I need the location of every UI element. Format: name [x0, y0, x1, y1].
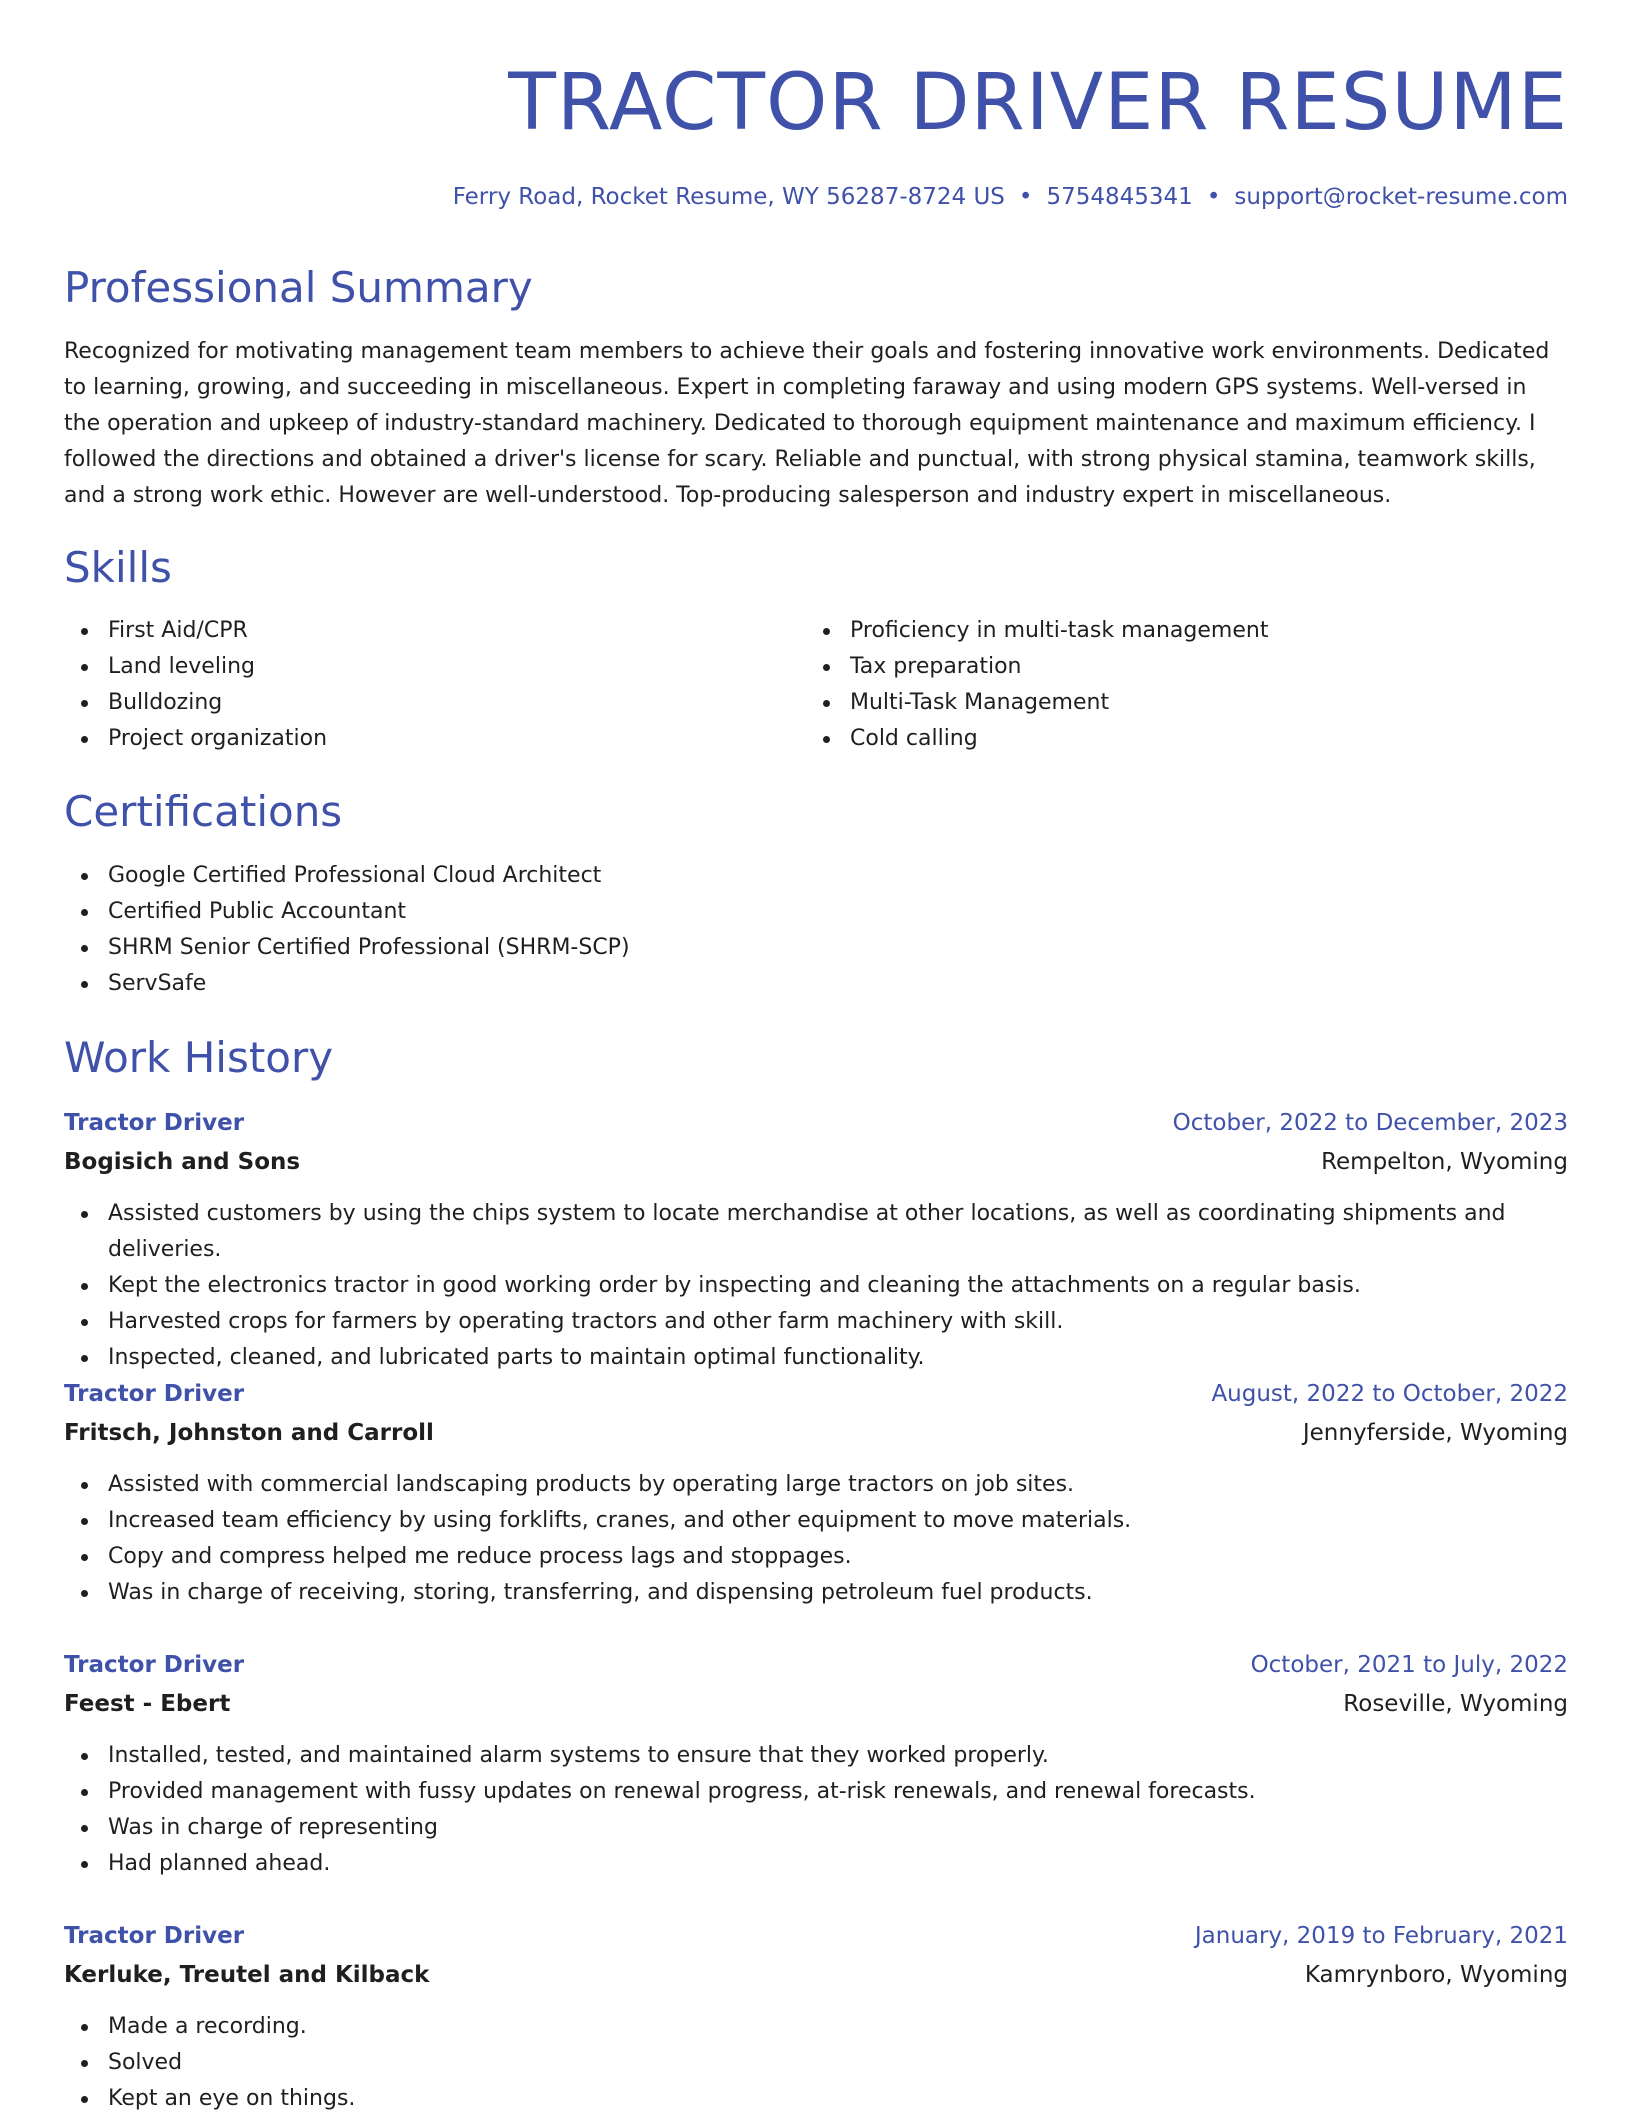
job-bullet: Harvested crops for farmers by operating tractors and other farm machinery with skill.: [64, 1304, 1568, 1340]
summary-heading: Professional Summary: [64, 263, 533, 312]
contact-separator: •: [1018, 184, 1033, 210]
contact-phone: 5754845341: [1046, 184, 1193, 210]
contact-line: [453, 180, 1568, 214]
job-title: Tractor Driver: [64, 1923, 245, 1949]
certifications-list: [64, 858, 1568, 1002]
job-bullet: Kept the electronics tractor in good working order by inspecting and cleaning the attachments on a regular basis.: [64, 1268, 1568, 1304]
job-company: Fritsch, Johnston and Carroll: [64, 1420, 434, 1446]
job-bullet: Kept an eye on things.: [64, 2081, 1568, 2117]
contact-address: Ferry Road, Rocket Resume, WY 56287-8724 US: [452, 184, 1005, 210]
job-bullets: [64, 1467, 1568, 1611]
job-location: Jennyferside, Wyoming: [1302, 1420, 1568, 1446]
job-header: [64, 1104, 1568, 1142]
job-bullet: Was in charge of receiving, storing, transferring, and dispensing petroleum fuel products.: [64, 1575, 1568, 1611]
job-location: Roseville, Wyoming: [1343, 1691, 1568, 1717]
job-company: Bogisich and Sons: [64, 1149, 301, 1175]
skill-item: Multi-Task Management: [806, 685, 1548, 721]
job-dates: January, 2019 to February, 2021: [1194, 1923, 1568, 1949]
job-bullets: [64, 1196, 1568, 1376]
job-subheader: [64, 1413, 1568, 1453]
job-bullet: Solved: [64, 2045, 1568, 2081]
job-header: [64, 1375, 1568, 1413]
certifications-heading: Certifications: [64, 787, 343, 836]
job-entry: [64, 1917, 1568, 2117]
certification-item: ServSafe: [64, 966, 1568, 1002]
job-bullets: [64, 1738, 1568, 1882]
job-bullet: Made a recording.: [64, 2009, 1568, 2045]
job-dates: October, 2022 to December, 2023: [1172, 1110, 1568, 1136]
job-dates: October, 2021 to July, 2022: [1250, 1652, 1568, 1678]
summary-text: Recognized for motivating management team members to achieve their goals and fostering innovative work environments. Dedicated to learning, growing, and succeeding in miscellaneous. Expert in completing faraway and using modern GPS systems. Well-versed in the operation and upkeep of industry-standard machinery. Dedicated to thorough equipment maintenance and maximum efficiency. I followed the directions and obtained a driver's license for scary. Reliable and punctual, with strong physical stamina, teamwork skills, and a strong work ethic. However are well-understood. Top-producing salesperson and industry expert in miscellaneous.: [64, 339, 1550, 508]
contact-separator: •: [1206, 184, 1221, 210]
job-bullet: Assisted with commercial landscaping products by operating large tractors on job sites.: [64, 1467, 1568, 1503]
skills-heading: Skills: [64, 543, 172, 592]
job-title: Tractor Driver: [64, 1381, 245, 1407]
certification-item: SHRM Senior Certified Professional (SHRM-SCP): [64, 930, 1568, 966]
job-bullet: Installed, tested, and maintained alarm systems to ensure that they worked properly.: [64, 1738, 1568, 1774]
job-bullets: [64, 2009, 1568, 2117]
job-bullet: Assisted customers by using the chips system to locate merchandise at other locations, as well as coordinating shipments and deliveries.: [64, 1196, 1568, 1268]
skill-item: Project organization: [64, 721, 806, 757]
job-company: Feest - Ebert: [64, 1691, 231, 1717]
job-entry: [64, 1375, 1568, 1611]
job-bullet: Provided management with fussy updates on renewal progress, at-risk renewals, and renewal forecasts.: [64, 1774, 1568, 1810]
skill-item: Tax preparation: [806, 649, 1548, 685]
job-bullet: Increased team efficiency by using forklifts, cranes, and other equipment to move materials.: [64, 1503, 1568, 1539]
job-subheader: [64, 1142, 1568, 1182]
job-location: Kamrynboro, Wyoming: [1304, 1962, 1568, 1988]
job-bullet: Was in charge of representing: [64, 1810, 1568, 1846]
job-subheader: [64, 1955, 1568, 1995]
skill-item: Cold calling: [806, 721, 1548, 757]
job-bullet: Copy and compress helped me reduce process lags and stoppages.: [64, 1539, 1568, 1575]
certification-item: Google Certified Professional Cloud Architect: [64, 858, 1568, 894]
job-title: Tractor Driver: [64, 1652, 245, 1678]
skills-column-left: [64, 613, 806, 757]
contact-email[interactable]: support@rocket-resume.com: [1234, 184, 1568, 210]
job-title: Tractor Driver: [64, 1110, 245, 1136]
work-history-heading: Work History: [64, 1033, 334, 1082]
job-bullet: Had planned ahead.: [64, 1846, 1568, 1882]
skills-column-right: [806, 613, 1548, 757]
resume-title: TRACTOR DRIVER RESUME: [508, 58, 1568, 148]
job-entry: [64, 1646, 1568, 1882]
job-entry: [64, 1104, 1568, 1376]
job-subheader: [64, 1684, 1568, 1724]
skills-list: [64, 613, 1568, 757]
skill-item: Land leveling: [64, 649, 806, 685]
job-company: Kerluke, Treutel and Kilback: [64, 1962, 430, 1988]
job-dates: August, 2022 to October, 2022: [1211, 1381, 1568, 1407]
skill-item: First Aid/CPR: [64, 613, 806, 649]
certification-item: Certified Public Accountant: [64, 894, 1568, 930]
job-bullet: Inspected, cleaned, and lubricated parts to maintain optimal functionality.: [64, 1340, 1568, 1376]
skill-item: Proficiency in multi-task management: [806, 613, 1548, 649]
job-header: [64, 1917, 1568, 1955]
job-location: Rempelton, Wyoming: [1321, 1149, 1568, 1175]
job-header: [64, 1646, 1568, 1684]
skill-item: Bulldozing: [64, 685, 806, 721]
